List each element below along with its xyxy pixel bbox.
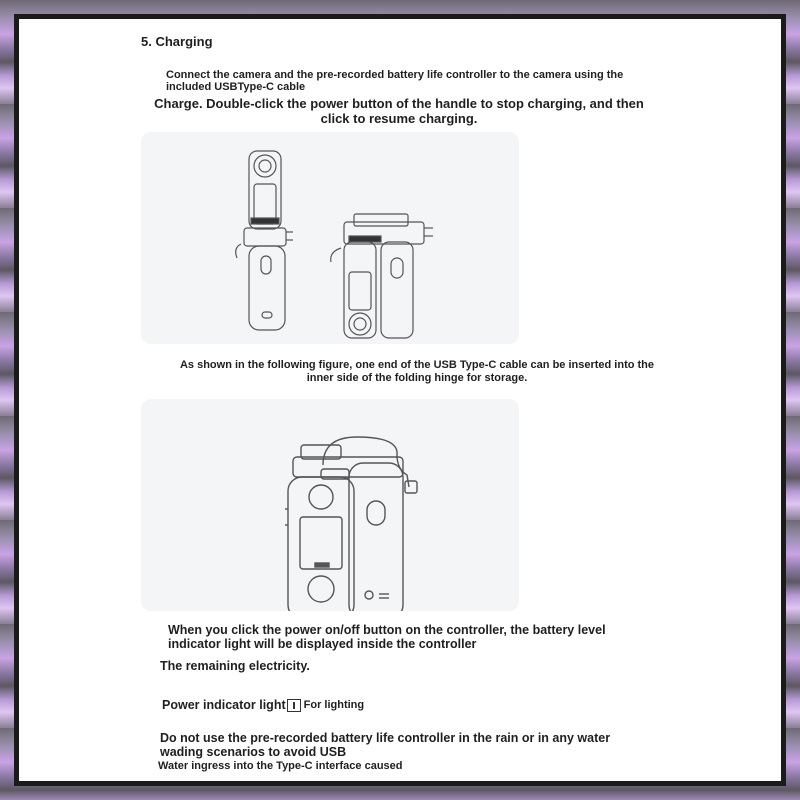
paragraph-warning: Do not use the pre-recorded battery life controller in the rain or in any water wading scenarios to avoid USB bbox=[160, 731, 611, 759]
paragraph-water-ingress: Water ingress into the Type-C interface caused bbox=[158, 760, 403, 772]
indicator-light-icon bbox=[287, 699, 301, 712]
section-heading: 5. Charging bbox=[141, 34, 213, 49]
paragraph-remaining: The remaining electricity. bbox=[160, 659, 310, 673]
manual-page bbox=[19, 19, 781, 781]
paragraph-indicator-info: When you click the power on/off button on the controller, the battery level indicator light will be displayed inside the controller bbox=[168, 623, 606, 651]
image-frame bbox=[14, 14, 786, 786]
paragraph-charge: Charge. Double-click the power button of the handle to stop charging, and then click to resume charging. bbox=[154, 96, 644, 126]
figure-fold-illustration bbox=[141, 132, 519, 344]
paragraph-connect: Connect the camera and the pre-recorded battery life controller to the camera using the included USBType-C cable bbox=[166, 69, 624, 93]
power-indicator-row bbox=[162, 698, 364, 712]
power-indicator-label: Power indicator light bbox=[162, 698, 286, 712]
power-indicator-suffix: For lighting bbox=[303, 699, 365, 711]
figure-cable-storage-illustration bbox=[141, 399, 519, 611]
paragraph-cable-storage: As shown in the following figure, one end of the USB Type-C cable can be inserted into the inner side of the folding hinge for storage. bbox=[179, 359, 655, 384]
